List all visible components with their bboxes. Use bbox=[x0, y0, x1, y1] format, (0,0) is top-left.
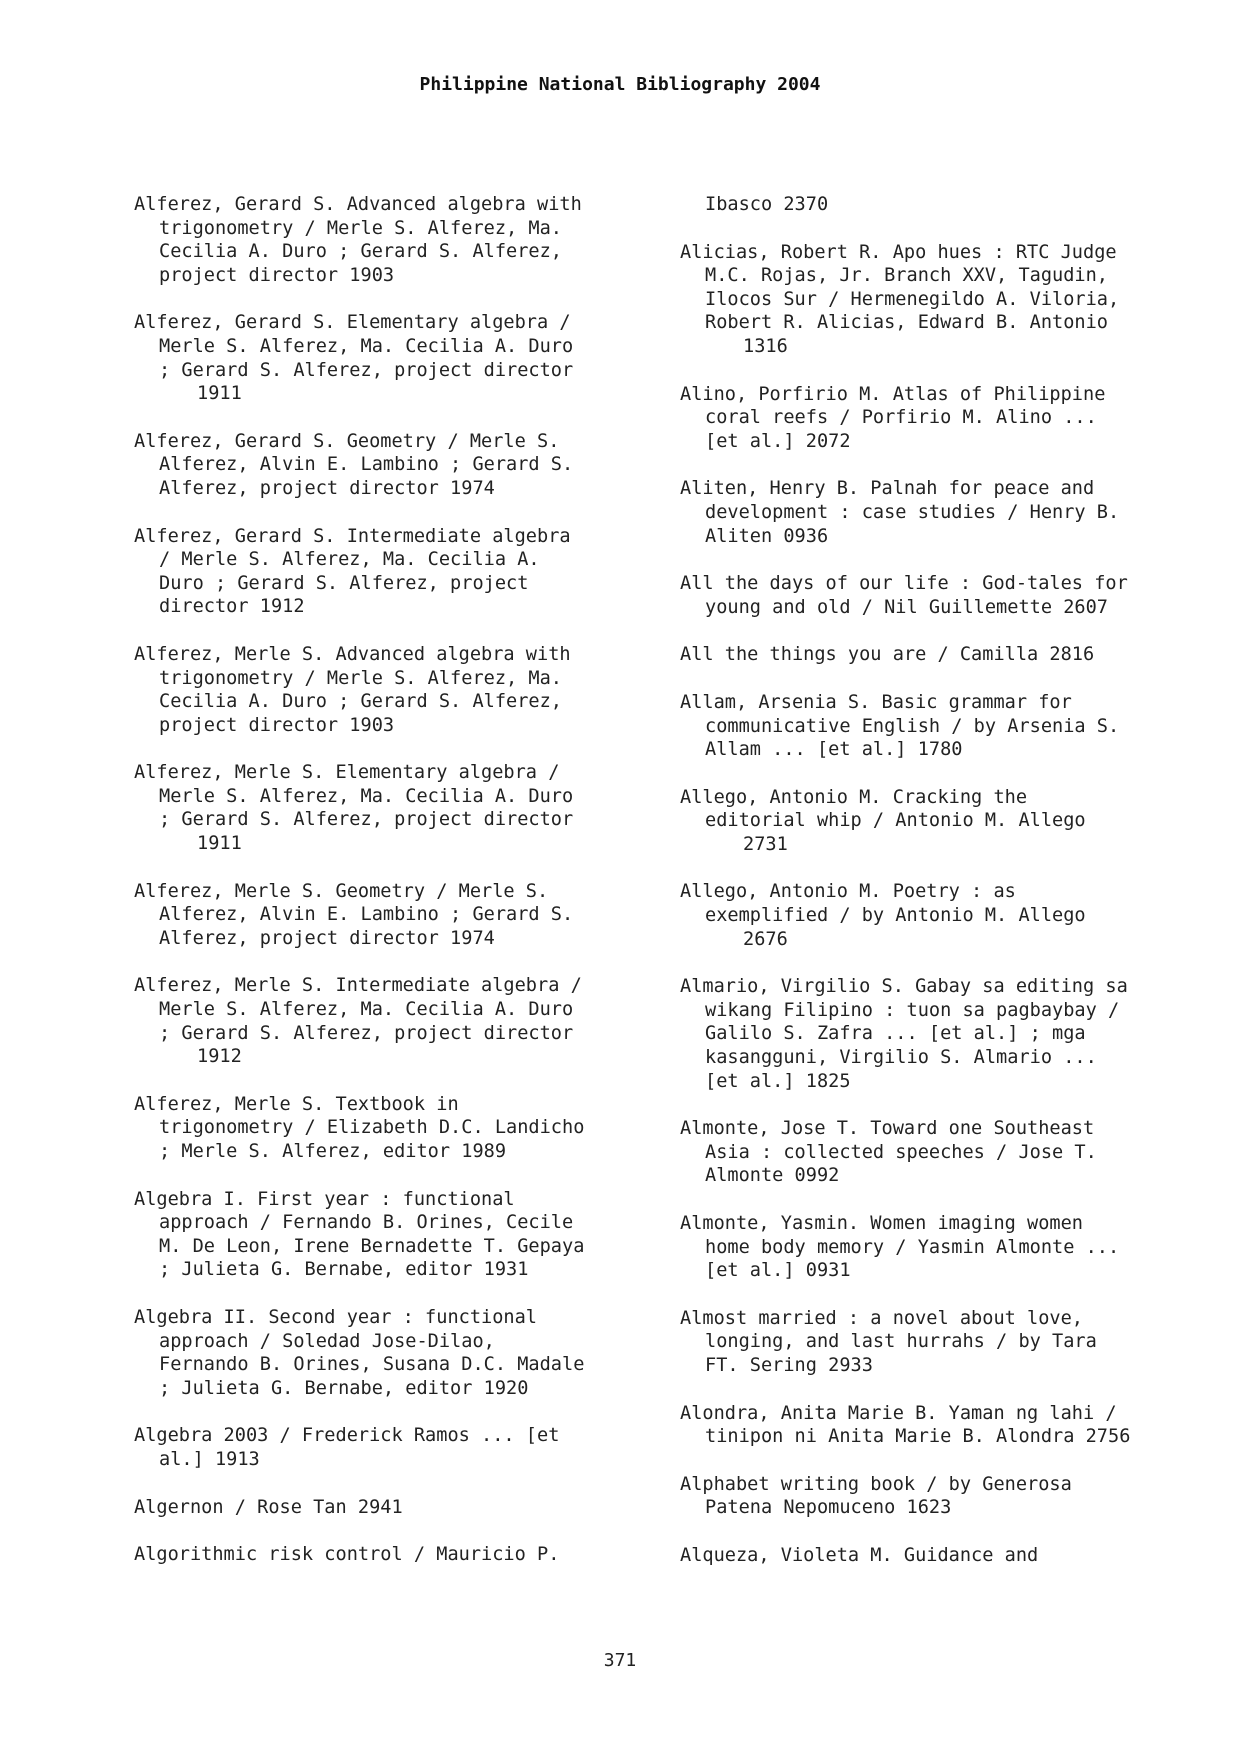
entry-line: exemplified / by Antonio M. Allego bbox=[705, 905, 1086, 927]
entry-line: Alferez, Gerard S. Advanced algebra with bbox=[134, 194, 582, 215]
entry-line: trigonometry / Elizabeth D.C. Landicho bbox=[159, 1117, 585, 1139]
entry-line: [et al.] 2072 bbox=[705, 430, 851, 452]
entry-line: Alferez, Merle S. Intermediate algebra / bbox=[134, 975, 582, 997]
entry-line: M. De Leon, Irene Bernadette T. Gepaya bbox=[159, 1235, 585, 1257]
entry-line: longing, and last hurrahs / by Tara bbox=[705, 1331, 1097, 1353]
entry-line: kasangguni, Virgilio S. Almario ... bbox=[705, 1047, 1097, 1069]
bibliography-entry bbox=[680, 1402, 1200, 1449]
entry-line: ; Julieta G. Bernabe, editor 1920 bbox=[159, 1377, 529, 1399]
entry-line: project director 1903 bbox=[159, 714, 395, 736]
entry-line: Aliten, Henry B. Palnah for peace and bbox=[680, 478, 1095, 500]
bibliography-entry bbox=[680, 1473, 1200, 1520]
entry-line: Cecilia A. Duro ; Gerard S. Alferez, bbox=[159, 691, 562, 713]
entry-line: FT. Sering 2933 bbox=[705, 1354, 873, 1376]
entry-line: Algorithmic risk control / Mauricio P. bbox=[134, 1544, 560, 1566]
entry-line: Alferez, Gerard S. Intermediate algebra bbox=[134, 525, 571, 547]
bibliography-entry bbox=[680, 786, 1200, 857]
bibliography-entry bbox=[680, 1544, 1200, 1568]
left-column bbox=[134, 193, 654, 1591]
entry-line: Alferez, Alvin E. Lambino ; Gerard S. bbox=[159, 904, 574, 926]
entry-line: Allego, Antonio M. Poetry : as bbox=[680, 881, 1016, 903]
entry-line: Aliten 0936 bbox=[705, 525, 829, 547]
entry-line: Algernon / Rose Tan 2941 bbox=[134, 1496, 403, 1518]
entry-line: ; Gerard S. Alferez, project director bbox=[159, 1022, 574, 1044]
entry-line: Merle S. Alferez, Ma. Cecilia A. Duro bbox=[159, 999, 574, 1021]
bibliography-entry bbox=[680, 572, 1200, 619]
entry-line: 1316 bbox=[743, 335, 788, 357]
entry-line: All the things you are / Camilla 2816 bbox=[680, 644, 1095, 666]
entry-line: Fernando B. Orines, Susana D.C. Madale bbox=[159, 1354, 585, 1376]
entry-line: trigonometry / Merle S. Alferez, Ma. bbox=[159, 667, 562, 689]
bibliography-entry bbox=[134, 1424, 654, 1471]
right-column bbox=[680, 193, 1200, 1592]
bibliography-entry bbox=[680, 1117, 1200, 1188]
bibliography-entry bbox=[134, 193, 654, 287]
entry-line: Algebra 2003 / Frederick Ramos ... [et bbox=[134, 1425, 560, 1447]
entry-line: 1912 bbox=[197, 1046, 242, 1068]
entry-line: Alferez, Merle S. Advanced algebra with bbox=[134, 643, 571, 665]
bibliography-entry bbox=[134, 311, 654, 405]
entry-line: Cecilia A. Duro ; Gerard S. Alferez, bbox=[159, 241, 562, 263]
bibliography-entry bbox=[134, 643, 654, 737]
bibliography-entry bbox=[680, 691, 1200, 762]
entry-line: Alferez, Alvin E. Lambino ; Gerard S. bbox=[159, 454, 574, 476]
entry-line: Alicias, Robert R. Apo hues : RTC Judge bbox=[680, 241, 1117, 263]
entry-line: Galilo S. Zafra ... [et al.] ; mga bbox=[705, 1023, 1086, 1045]
bibliography-entry bbox=[134, 880, 654, 951]
entry-line: trigonometry / Merle S. Alferez, Ma. bbox=[159, 217, 562, 239]
entry-line: editorial whip / Antonio M. Allego bbox=[705, 810, 1086, 832]
entry-line: 1911 bbox=[197, 833, 242, 855]
entry-line: director 1912 bbox=[159, 596, 305, 618]
entry-line: ; Gerard S. Alferez, project director bbox=[159, 809, 574, 831]
entry-line: [et al.] 0931 bbox=[705, 1260, 851, 1282]
entry-line: approach / Soledad Jose-Dilao, bbox=[159, 1330, 495, 1352]
entry-line: [et al.] 1825 bbox=[705, 1070, 851, 1092]
entry-line: development : case studies / Henry B. bbox=[705, 501, 1120, 523]
entry-line: Almario, Virgilio S. Gabay sa editing sa bbox=[680, 976, 1128, 998]
entry-line: ; Merle S. Alferez, editor 1989 bbox=[159, 1141, 507, 1162]
entry-line: ; Gerard S. Alferez, project director bbox=[159, 359, 574, 381]
entry-line: 2731 bbox=[743, 833, 788, 855]
entry-line: Almost married : a novel about love, bbox=[680, 1307, 1083, 1329]
entry-line: Alferez, project director 1974 bbox=[159, 927, 495, 949]
page-number: 371 bbox=[603, 1650, 637, 1671]
entry-line: tinipon ni Anita Marie B. Alondra 2756 bbox=[705, 1426, 1131, 1448]
entry-line: Alferez, Merle S. Geometry / Merle S. bbox=[134, 880, 549, 902]
entry-line: home body memory / Yasmin Almonte ... bbox=[705, 1236, 1120, 1258]
entry-line: M.C. Rojas, Jr. Branch XXV, Tagudin, bbox=[705, 265, 1108, 287]
entry-line: Robert R. Alicias, Edward B. Antonio bbox=[705, 312, 1108, 334]
page-title: Philippine National Bibliography 2004 bbox=[419, 74, 821, 95]
bibliography-entry bbox=[680, 383, 1200, 454]
entry-line: Almonte, Jose T. Toward one Southeast bbox=[680, 1118, 1095, 1140]
entry-line: al.] 1913 bbox=[159, 1448, 260, 1470]
entry-line: Patena Nepomuceno 1623 bbox=[705, 1497, 952, 1519]
entry-line: Alqueza, Violeta M. Guidance and bbox=[680, 1544, 1039, 1566]
entry-line: Alferez, Merle S. Elementary algebra / bbox=[134, 762, 560, 784]
entry-line: coral reefs / Porfirio M. Alino ... bbox=[705, 407, 1097, 429]
entry-line: Alphabet writing book / by Generosa bbox=[680, 1473, 1072, 1495]
entry-line: wikang Filipino : tuon sa pagbaybay / bbox=[705, 999, 1120, 1021]
entry-line: approach / Fernando B. Orines, Cecile bbox=[159, 1212, 574, 1234]
bibliography-entry bbox=[134, 1543, 654, 1567]
entry-line: young and old / Nil Guillemette 2607 bbox=[705, 596, 1108, 618]
entry-line: Allego, Antonio M. Cracking the bbox=[680, 786, 1028, 808]
entry-line: ; Julieta G. Bernabe, editor 1931 bbox=[159, 1259, 529, 1281]
entry-line: Merle S. Alferez, Ma. Cecilia A. Duro bbox=[159, 785, 574, 807]
entry-line: Merle S. Alferez, Ma. Cecilia A. Duro bbox=[159, 335, 574, 357]
entry-line: Almonte 0992 bbox=[705, 1165, 840, 1187]
entry-line: Asia : collected speeches / Jose T. bbox=[705, 1141, 1097, 1163]
entry-line: communicative English / by Arsenia S. bbox=[705, 715, 1120, 737]
bibliography-entry bbox=[680, 880, 1200, 951]
entry-line: Ilocos Sur / Hermenegildo A. Viloria, bbox=[705, 288, 1120, 310]
bibliography-entry bbox=[680, 1212, 1200, 1283]
entry-line: Ibasco 2370 bbox=[705, 194, 829, 215]
bibliography-entry bbox=[134, 525, 654, 619]
entry-line: Alferez, Gerard S. Elementary algebra / bbox=[134, 312, 571, 334]
bibliography-entry bbox=[134, 1093, 654, 1164]
entry-line: 1911 bbox=[197, 383, 242, 405]
entry-line: 2676 bbox=[743, 928, 788, 950]
entry-line: Alino, Porfirio M. Atlas of Philippine bbox=[680, 383, 1106, 405]
entry-line: Alondra, Anita Marie B. Yaman ng lahi / bbox=[680, 1402, 1117, 1424]
entry-line: Algebra II. Second year : functional bbox=[134, 1306, 537, 1328]
entry-line: Algebra I. First year : functional bbox=[134, 1188, 515, 1210]
entry-line: Allam, Arsenia S. Basic grammar for bbox=[680, 691, 1072, 713]
entry-line: Almonte, Yasmin. Women imaging women bbox=[680, 1213, 1083, 1234]
bibliography-entry bbox=[680, 643, 1200, 667]
bibliography-entry bbox=[680, 975, 1200, 1093]
entry-line: Alferez, Gerard S. Geometry / Merle S. bbox=[134, 430, 560, 452]
bibliography-entry bbox=[134, 1306, 654, 1400]
entry-line: Alferez, Merle S. Textbook in bbox=[134, 1093, 459, 1115]
bibliography-entry bbox=[134, 1496, 654, 1520]
bibliography-entry bbox=[134, 974, 654, 1068]
bibliography-entry bbox=[680, 1307, 1200, 1378]
bibliography-entry bbox=[134, 761, 654, 855]
entry-line: Alferez, project director 1974 bbox=[159, 477, 495, 499]
entry-line: Duro ; Gerard S. Alferez, project bbox=[159, 572, 529, 594]
bibliography-entry bbox=[134, 1188, 654, 1282]
bibliography-entry bbox=[680, 193, 1200, 217]
entry-line: / Merle S. Alferez, Ma. Cecilia A. bbox=[159, 549, 540, 571]
bibliography-entry bbox=[680, 477, 1200, 548]
bibliography-entry bbox=[680, 241, 1200, 359]
entry-line: project director 1903 bbox=[159, 264, 395, 286]
entry-line: All the days of our life : God-tales for bbox=[680, 573, 1128, 595]
bibliography-entry bbox=[134, 430, 654, 501]
entry-line: Allam ... [et al.] 1780 bbox=[705, 739, 963, 761]
